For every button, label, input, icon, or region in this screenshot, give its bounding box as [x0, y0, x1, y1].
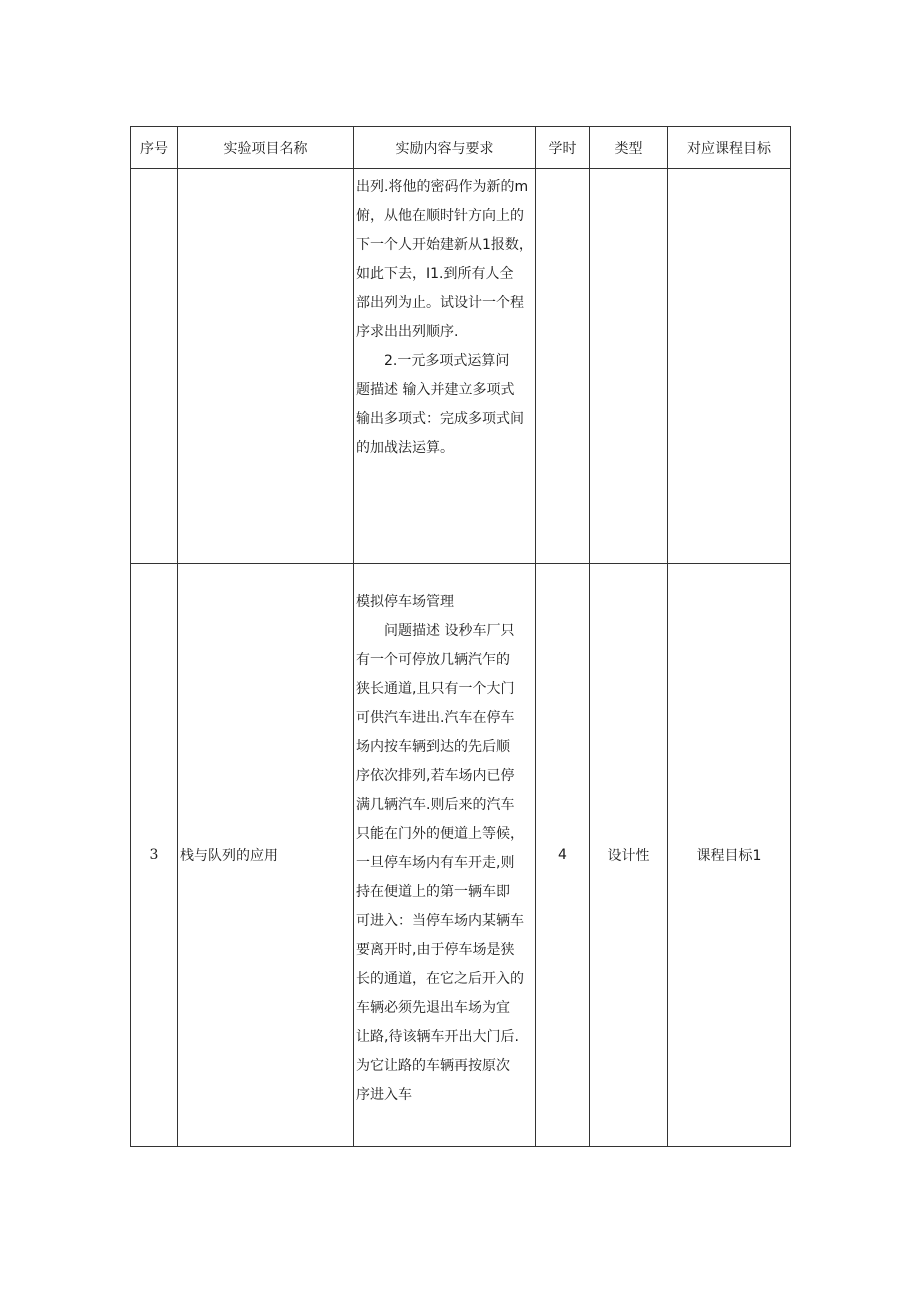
cell-project-name: 栈与队列的应用	[178, 564, 354, 1147]
content-line: 车辆必须先退出车场为宜	[356, 1000, 510, 1016]
content-text	[354, 564, 535, 1110]
cell-goal	[668, 169, 791, 564]
content-line: 出列.将他的密码作为新的m	[356, 179, 529, 195]
content-line: 有一个可停放几辆汽乍的	[356, 652, 510, 668]
cell-goal: 课程目标1	[668, 564, 791, 1147]
content-line: 可供汽车进出.汽车在停车	[356, 710, 515, 726]
content-line: 为它让路的车辆再按原次	[356, 1058, 510, 1074]
content-line: 模拟停车场管理	[356, 594, 454, 610]
content-line: 部出列为止。试设计一个程	[356, 295, 524, 311]
cell-type	[590, 169, 668, 564]
cell-content	[354, 564, 536, 1147]
experiment-table	[130, 126, 791, 1147]
table-header-row	[131, 127, 791, 169]
content-line: 的加战法运算。	[356, 440, 454, 456]
table-row	[131, 169, 791, 564]
cell-hours	[536, 169, 590, 564]
content-line: 序进入车	[356, 1087, 412, 1103]
header-content: 实励内容与要求	[354, 127, 536, 169]
content-line: 俯，从他在顺时针方向上的	[356, 208, 524, 224]
content-line: 要离开时,由于停车场是狭	[356, 942, 515, 958]
content-line: 题描述 输入并建立多项式	[356, 382, 515, 398]
content-line: 持在便道上的第一辆车即	[356, 884, 510, 900]
cell-type: 设计性	[590, 564, 668, 1147]
content-line: 满几辆汽车.则后来的汽车	[356, 797, 515, 813]
content-line: 长的通道，在它之后开入的	[356, 971, 524, 987]
content-line: 下一个人开始建新从1报数，	[356, 237, 533, 253]
table-row	[131, 564, 791, 1147]
cell-project-name	[178, 169, 354, 564]
header-type: 类型	[590, 127, 668, 169]
cell-hours: 4	[536, 564, 590, 1147]
content-line: 只能在门外的便道上等候，	[356, 826, 524, 842]
header-project-name: 实验项目名称	[178, 127, 354, 169]
content-line: 狭长通道,且只有一个大门	[356, 681, 515, 697]
content-line: 问题描述 设秒车厂只	[384, 623, 515, 639]
content-line: 一旦停车场内有车开走,则	[356, 855, 515, 871]
cell-index: 3	[131, 564, 178, 1147]
content-line: 2.一元多项式运算问	[384, 353, 510, 369]
cell-content	[354, 169, 536, 564]
content-line: 如此下去，I1.到所有人全	[356, 266, 514, 282]
content-line: 可进入：当停车场内某辆车	[356, 913, 524, 929]
header-goal: 对应课程目标	[668, 127, 791, 169]
header-hours: 学时	[536, 127, 590, 169]
content-line: 序依次排列,若车场内已停	[356, 768, 515, 784]
content-line: 让路,待该辆车开出大门后.	[356, 1029, 519, 1045]
content-line: 序求出出列顺序.	[356, 324, 459, 340]
content-line: 输出多项式：完成多项式间	[356, 411, 524, 427]
cell-index	[131, 169, 178, 564]
content-text	[354, 169, 535, 463]
header-index: 序号	[131, 127, 178, 169]
content-line: 场内按车辆到达的先后顺	[356, 739, 510, 755]
